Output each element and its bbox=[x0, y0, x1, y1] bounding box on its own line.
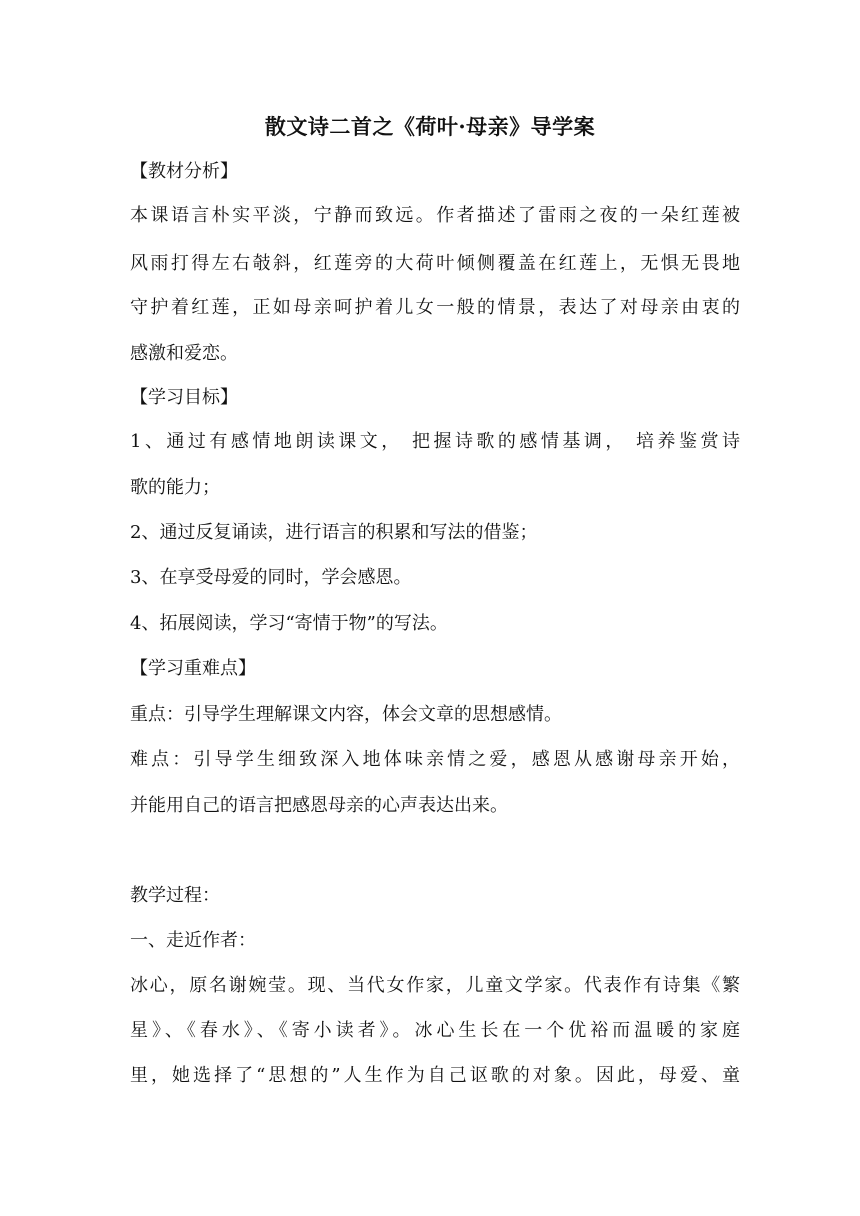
paragraph-line: 风雨打得左右攲斜，红莲旁的大荷叶倾侧覆盖在红莲上，无惧无畏地 bbox=[130, 253, 740, 274]
paragraph-line: 本课语言朴实平淡，宁静而致远。作者描述了雷雨之夜的一朵红莲被 bbox=[130, 205, 740, 226]
teaching-process-heading: 教学过程： bbox=[130, 885, 220, 906]
subsection-heading-author: 一、走近作者： bbox=[130, 930, 256, 951]
paragraph-line: 守护着红莲，正如母亲呵护着儿女一般的情景，表达了对母亲由衷的 bbox=[130, 297, 740, 318]
list-item-continuation: 歌的能力； bbox=[130, 477, 220, 498]
paragraph-line: 星》、《春水》、《寄小读者》。冰心生长在一个优裕而温暖的家庭 bbox=[130, 1020, 740, 1041]
key-point-line: 重点：引导学生理解课文内容，体会文章的思想感情。 bbox=[130, 704, 562, 725]
list-item: 2、通过反复诵读，进行语言的积累和写法的借鉴； bbox=[130, 522, 538, 543]
difficulty-line: 难点：引导学生细致深入地体味亲情之爱，感恩从感谢母亲开始， bbox=[130, 749, 740, 770]
list-item: 4、拓展阅读，学习“寄情于物”的写法。 bbox=[130, 613, 448, 634]
section-heading-material-analysis: 【教材分析】 bbox=[130, 161, 238, 182]
difficulty-line-continuation: 并能用自己的语言把感恩母亲的心声表达出来。 bbox=[130, 795, 508, 816]
section-heading-key-points: 【学习重难点】 bbox=[130, 658, 256, 679]
list-item: 3、在享受母爱的同时，学会感恩。 bbox=[130, 567, 412, 588]
paragraph-line: 感激和爱恋。 bbox=[130, 343, 238, 364]
paragraph-line: 里，她选择了“思想的”人生作为自己讴歌的对象。因此，母爱、童 bbox=[130, 1065, 740, 1086]
section-heading-learning-goals: 【学习目标】 bbox=[130, 387, 238, 408]
paragraph-line: 冰心，原名谢婉莹。现、当代女作家，儿童文学家。代表作有诗集《繁 bbox=[130, 975, 740, 996]
list-item: 1、通过有感情地朗读课文， 把握诗歌的感情基调， 培养鉴赏诗 bbox=[130, 431, 740, 452]
document-title: 散文诗二首之《荷叶·母亲》导学案 bbox=[264, 114, 596, 139]
